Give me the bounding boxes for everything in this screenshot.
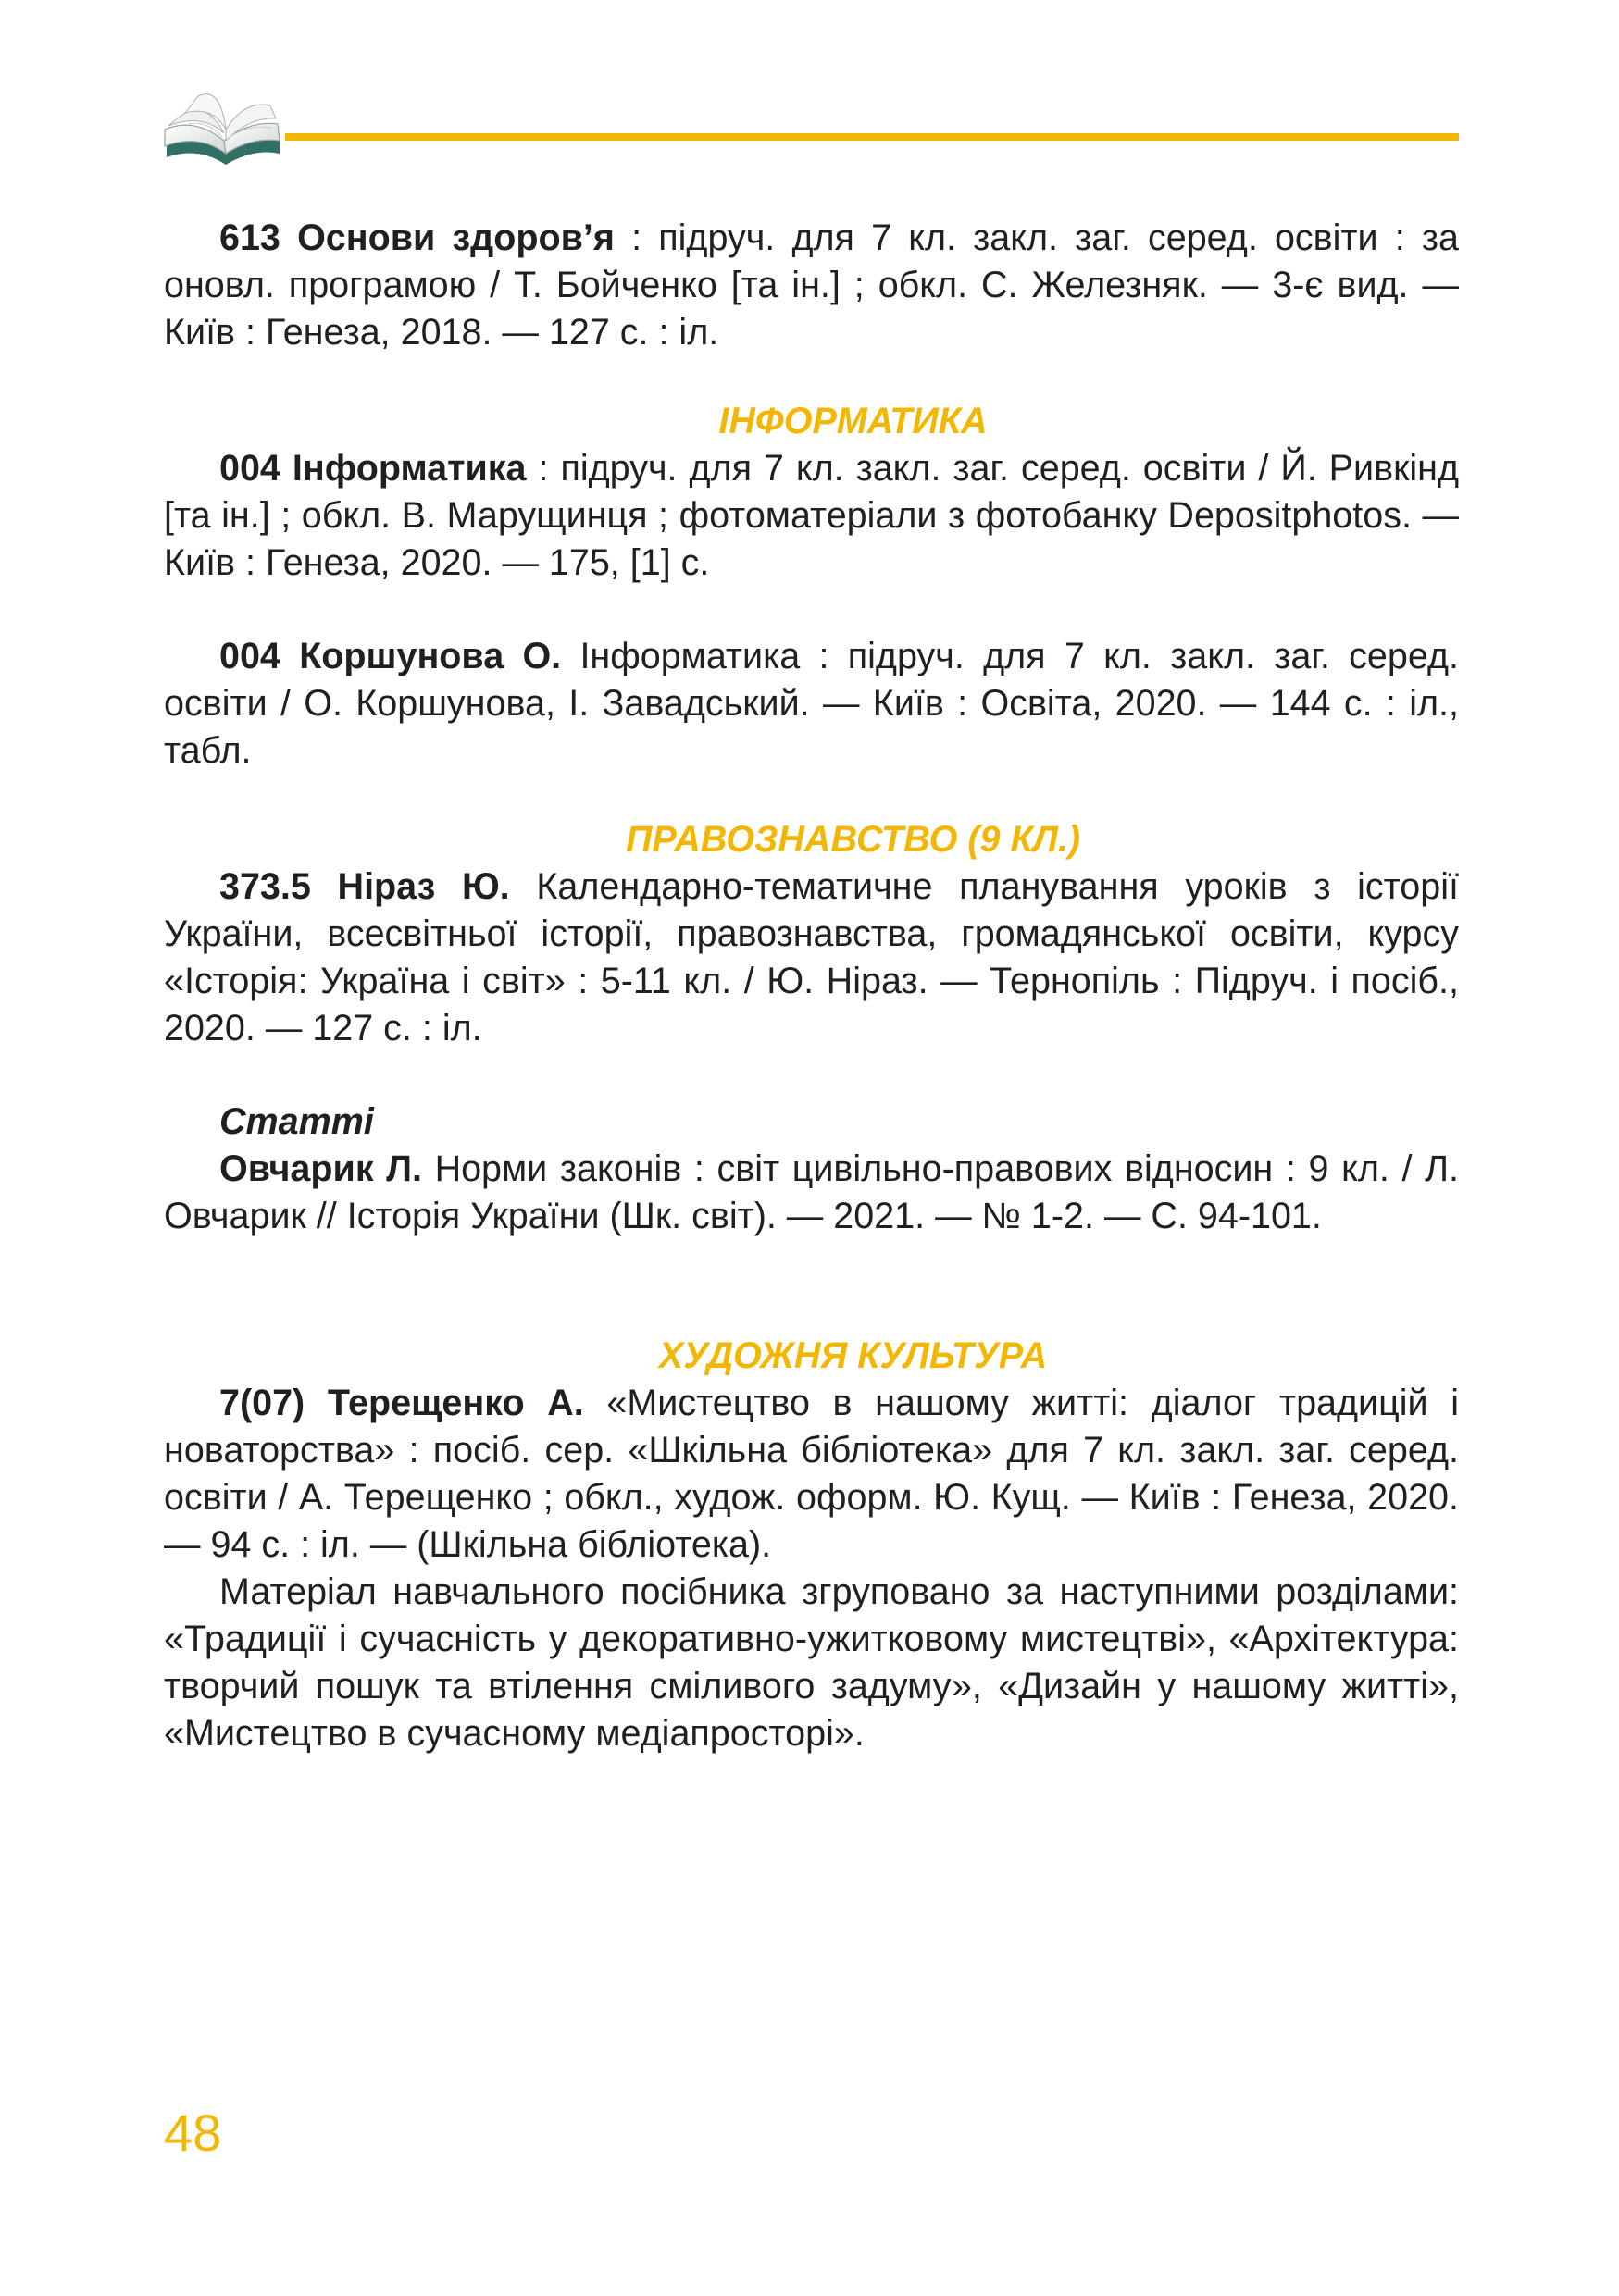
- entry-paragraph: [164, 445, 1459, 587]
- entry-text: «Мистецтво в нашому житті: діалог традицій і новаторства» : посіб. сер. «Шкільна бібліотека» для 7 кл. закл. заг. серед. освіти / А. Терещенко ; обкл., худож. оформ. Ю. Кущ. — Київ : Генеза, 2020. — 94 с. : іл. — (Шкільна бібліотека).: [164, 1383, 1459, 1565]
- entry-code: 373.5 Ніраз Ю.: [219, 866, 510, 907]
- entry-text: Календарно-тематичне планування уроків з історії України, всесвітньої історії, правознавства, громадянської освіти, курсу «Історія: Україна і світ» : 5-11 кл. / Ю. Ніраз. — Тернопіль : Підруч. і посіб., 2020. — 127 с. : іл.: [164, 866, 1459, 1049]
- entry-code: Овчарик Л.: [219, 1148, 422, 1189]
- bibliography-content: [164, 215, 1459, 1757]
- entry-code: 004 Інформатика: [219, 448, 527, 489]
- entry-code: 613 Основи здоров’я: [219, 217, 615, 258]
- header-rule: [285, 133, 1459, 141]
- entry-paragraph: [164, 215, 1459, 356]
- entry-text: Інформатика : підруч. для 7 кл. закл. заг. серед. освіти / О. Коршунова, І. Завадський. — Київ : Освіта, 2020. — 144 с. : іл., табл.: [164, 636, 1459, 771]
- entry-paragraph: [164, 863, 1459, 1052]
- open-book-icon: [161, 72, 286, 169]
- entry-text: Норми законів : світ цивільно-правових відносин : 9 кл. / Л. Овчарик // Історія України (Шк. світ). — 2021. — № 1-2. — С. 94-101.: [164, 1148, 1459, 1236]
- section-heading: ХУДОЖНЯ КУЛЬТУРА: [658, 1335, 1048, 1376]
- page-number: 48: [164, 2104, 222, 2162]
- entry-text: : підруч. для 7 кл. закл. заг. серед. освіти / Й. Ривкінд [та ін.] ; обкл. В. Марущинця ; фотоматеріали з фотобанку Depositphotos. — Київ : Генеза, 2020. — 175, [1] с.: [164, 448, 1459, 583]
- entry-code: 004 Коршунова О.: [219, 636, 562, 676]
- section-heading: ІНФОРМАТИКА: [718, 401, 988, 441]
- annotation-paragraph: [164, 1569, 1459, 1757]
- section-heading: ПРАВОЗНАВСТВО (9 КЛ.): [625, 819, 1081, 860]
- subsection-heading: Статті: [219, 1101, 374, 1142]
- entry-paragraph: [164, 633, 1459, 775]
- entry-code: 7(07) Терещенко А.: [219, 1383, 584, 1423]
- annotation-text: Матеріал навчального посібника згруповано за наступними розділами: «Традиції і сучасність у декоративно-ужитковому мистецтві», «Архітектура: творчий пошук та втілення сміливого задуму», «Дизайн у нашому житті», «Мистецтво в сучасному медіапросторі».: [164, 1571, 1459, 1754]
- entry-text: : підруч. для 7 кл. закл. заг. серед. освіти : за оновл. програмою / Т. Бойченко [та ін.] ; обкл. С. Железняк. — 3-є вид. — Київ : Генеза, 2018. — 127 с. : іл.: [164, 217, 1459, 353]
- entry-paragraph: [164, 1146, 1459, 1240]
- entry-paragraph: [164, 1380, 1459, 1569]
